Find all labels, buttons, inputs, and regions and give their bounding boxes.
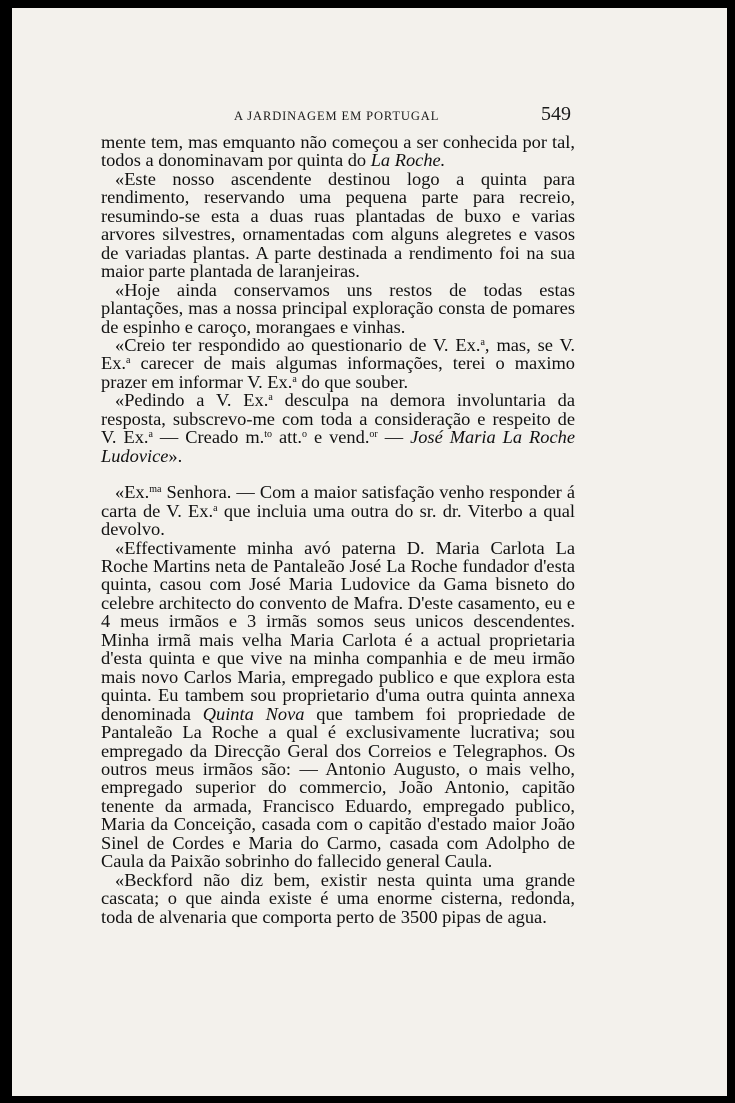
paragraph-8-text: «Beckford não diz bem, existir nesta quinta uma grande cascata; o que ainda existe é uma enorme cisterna, redonda, toda de alvenaria que comporta perto de 3500 pipas de agua. <box>101 869 575 927</box>
paragraph-1-text: mente tem, mas emquanto não começou a ser conhecida por tal, todos a donominavam por quinta do <box>101 132 575 171</box>
superscript: or <box>369 429 378 441</box>
paragraph-3-text: «Hoje ainda conservamos uns restos de todas estas plantações, mas a nossa principal exploração consta de pomares de espinho e caroço, morangaes e vinhas. <box>101 279 575 337</box>
paragraph-4-text: do que souber. <box>296 371 409 392</box>
paragraph-1-italic: La Roche. <box>370 150 446 171</box>
paragraph-6 <box>101 483 575 538</box>
paragraph-7-text: que tambem foi propriedade de Pantaleão La Roche a qual é exclusivamente lucrativa; sou empregado da Direcção Geral dos Correios e Telegraphos. Os outros meus irmãos são: — Antonio Augusto, o mais velho, empregado superior do commercio, João Antonio, capitão tenente da armada, Francisco Eduardo, empregado publico, Maria da Conceição, casada com o capitão d'estado maior João Sinel de Cordes e Maria do Carmo, casada com Adolpho de Caula da Paixão sobrinho do fallecido general Caula. <box>101 703 575 872</box>
paragraph-7 <box>101 539 575 871</box>
paragraph-4 <box>101 336 575 391</box>
paragraph-5-text: ». <box>168 445 183 466</box>
superscript: to <box>264 429 273 441</box>
superscript: a <box>213 502 218 514</box>
paragraph-5-text: att. <box>272 427 302 448</box>
paragraph-4-text: , mas, se V. Ex. <box>101 334 576 374</box>
paragraph-5-text: — <box>377 427 411 448</box>
paragraph-4-text: carecer de mais algumas informações, terei o maximo prazer em informar V. Ex. <box>101 353 575 392</box>
paragraph-5-text: e vend. <box>306 427 370 448</box>
paragraph-5-text: «Pedindo a V. Ex. <box>115 390 269 411</box>
superscript: a <box>480 336 485 348</box>
paragraph-7-italic: Quinta Nova <box>202 703 305 724</box>
page-header <box>12 103 727 129</box>
paragraph-3 <box>101 281 575 336</box>
section-gap <box>101 465 575 483</box>
paragraph-6-text: «Ex. <box>115 482 150 503</box>
book-page <box>12 8 727 1096</box>
paragraph-6-text: Senhora. — Com a maior satisfação venho responder á carta de V. Ex. <box>101 482 575 521</box>
paragraph-5 <box>101 391 575 465</box>
superscript: a <box>148 429 153 441</box>
paragraph-1 <box>101 133 575 170</box>
superscript: a <box>126 355 131 367</box>
superscript: o <box>301 429 307 441</box>
paragraph-5-text: desculpa na demora involuntaria da resposta, subscrevo-me com toda a consideração e respeito de V. Ex. <box>101 390 575 448</box>
superscript: a <box>292 373 297 385</box>
paragraph-2 <box>101 170 575 281</box>
running-title: A JARDINAGEM EM PORTUGAL <box>234 109 440 123</box>
paragraph-8 <box>101 871 575 926</box>
paragraph-4-text: «Creio ter respondido ao questionario de V. Ex. <box>115 334 481 355</box>
paragraph-5-text: — Creado m. <box>152 427 265 448</box>
signature-italic: José Maria La Roche Ludovice <box>101 427 575 466</box>
paragraph-6-text: que incluia uma outra do sr. dr. Viterbo a qual devolvo. <box>101 500 575 540</box>
paragraph-2-text: «Este nosso ascendente destinou logo a quinta para rendimento, reservando uma pequena parte para recreio, resumindo-se esta a duas ruas plantadas de buxo e varias arvores silvestres, ornamentadas com alguns alegretes e vasos de variadas plantas. A parte destinada a rendimento foi na sua maior parte plantada de laranjeiras. <box>101 168 575 282</box>
superscript: a <box>268 392 273 404</box>
superscript: ma <box>149 484 162 496</box>
paragraph-7-text: «Effectivamente minha avó paterna D. Maria Carlota La Roche Martins neta de Pantaleão José La Roche fundador d'esta quinta, casou com José Maria Ludovice da Gama bisneto do celebre architecto do convento de Mafra. D'este casamento, eu e 4 meus irmãos e 3 irmãs somos seus unicos descendentes. Minha irmã mais velha Maria Carlota é a actual proprietaria d'esta quinta e que vive na minha companhia e de meu irmão mais novo Carlos Maria, empregado publico e que explora esta quinta. Eu tambem sou proprietario d'uma outra quinta annexa denominada <box>101 537 575 724</box>
body-text <box>101 133 575 926</box>
page-number: 549 <box>541 103 571 125</box>
